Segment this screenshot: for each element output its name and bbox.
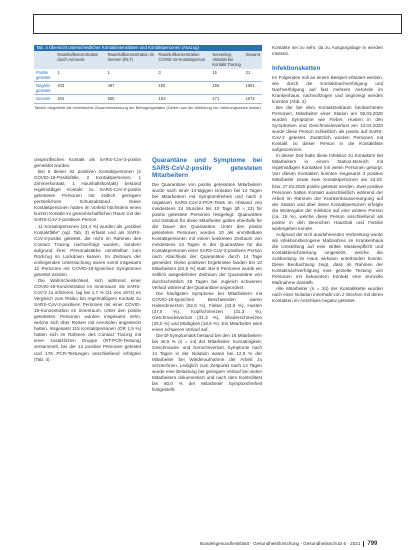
table-header-row xyxy=(34,51,262,69)
journal-citation: Bundesgesundheitsblatt - Gesundheitsforschung - Gesundheitsschutz 6 · 2021 xyxy=(200,541,361,546)
paragraph: 11 Kontaktpersonen (34,4 %) wurden als „positive Kontaktfälle“ (vgl. Tab. 3) erfasst und als SARS-CoV-2-positiv getestet, die nicht im Rahmen des Contact Tracing nachverfolgt wurden, sondern aufgrund ihrer Personalstärke unmittelbar zum Rückzug im Lockdown kamen. Im Zeitraum der vorliegenden Untersuchung waren somit insgesamt 12 Personen mit COVID-19-typischen Symptomen getestet worden. xyxy=(34,223,141,277)
paragraph: Die Wahrscheinlichkeit, sich während einer COVID-19-Konzentration im Innenraum mit SARS-CoV-2 zu infizieren, lag bei 1,7 % (21 von 1672) im Vergleich zum Risiko bei regelmäßigem Kontakt zu SARS-CoV-2-positiven Personen mit einer COVID-19-Konzentration im Innenraum. Unter den positiv getesteten Personen wurden insgesamt zehn, welche sich über Reisen mit Aerosolen angesteckt hatten. Insgesamt 115 Kontaktpersonen (OR 1,9 %) hatten sich im Rahmen des Contact Tracing mit einer zusätzlichen Gruppe (RT-PCR-Testung) versammelt, bei der 12 positive Personen getestet und 176 PCR-Testungen anschließend erfolgten (Tab. 4). xyxy=(34,277,141,362)
table-header-cell: Raumluftkonzentration im Inneren (RLT) xyxy=(106,51,157,69)
table-row xyxy=(34,69,262,82)
paragraph: Bei der bei dem Kontaktzeitraum beobachteten Personen, Mitarbeiter einer Station am 09.03.2020 wurden Symptome wie Fieber, Husten in den Symptomen und Geschmacksverlust am 13.03.2020 wurde diese Person schließlich als positiv auf SARS-CoV-2 getestet. Zusätzlich wurden Personen mit Kontakt zu dieser Person in die Kontaktliste aufgenommen. xyxy=(272,104,383,153)
data-table xyxy=(34,51,262,104)
table-cell: Positiv getestet xyxy=(34,69,55,82)
table-cell: 1672 xyxy=(244,95,262,103)
paragraph: Im Folgenden soll an einem Beispiel erläutert werden, wie durch die Kontaktnachverfolgung und Nachverfolgung auf fast mehrere Aerosole im Krankenhaus, nachvollzogen und angezeigt werden konnten (Abb. 2). xyxy=(272,74,383,104)
table-cell: Negativ getestet xyxy=(34,82,55,95)
page-header-frame xyxy=(33,14,402,34)
column-right xyxy=(272,45,383,304)
table-cell: 500 xyxy=(106,95,157,103)
paragraph: Die häufigsten Symptome bei Mitarbeitern mit COVID-19-typischen Beschwerden waren Halsschmerzen (62,5 %), Fieber (43,8 %), Husten (37,5 %), Kopfschmerzen (31,3 %), Geschmacksverlust (31,3 %), Gliederschmerzen (25,0 %) und Müdigkeit (18,8 %). Ein Mitarbeiter wies einen schweren Verlauf auf. xyxy=(152,290,262,332)
paragraph: Bei 6 dieser 32 positiven Kontaktpersonen (2 COVID-19-Positivfälle, 2 Kontaktpersonen, 1 Zimmerkontakt, 1 Haushaltskontakt) bestand regelmäßiger Kontakt zu SARS-CoV-2-positiv getesteten Personen mit zeitlich geringem persönlichem Schutzabstand. Diese Kontaktpersonen hatten im Vorfeld höchstens einen kurzen Kontakt im gemeinschaftlichen Raum mit der SARS-CoV-2-positiven Person. xyxy=(34,169,141,223)
table-cell: 1 xyxy=(106,69,157,82)
paragraph: Aufgrund der sich ausdehnenden Verbreitung wurde als infektionsbezogene Maßnahme im Krankenhaus die Umstellung auf eine strikte Maskenpflicht und Kontaktbeschränkung umgesetzt, welche die Ausbreitung im Haus wirksam unterbinden konnte. Diese Beobachtung zeigt, dass im Rahmen der Kontaktnachverfolgung eine gezielte Testung von Personen mit bekanntem Kontakt eine sinnvolle Maßnahme darstellt. xyxy=(272,231,383,286)
table-cell: 171 xyxy=(210,95,243,103)
table-header-cell: Raumluftkonzentration COVID-19-Kontaktperson xyxy=(157,51,211,69)
table-4 xyxy=(34,45,262,110)
table-row xyxy=(34,82,262,95)
table-cell: 404 xyxy=(55,95,105,103)
table-cell: 156 xyxy=(210,82,243,95)
section-heading: Infektionsketten xyxy=(272,65,321,73)
table-header-cell xyxy=(34,51,55,69)
column-left xyxy=(34,157,141,363)
paragraph: In dieser Zeit hatte diese Infektion zu Kontakten bei Mitarbeitern in einem Station-Bereich mit regelmäßigen Kontakten mit vielen Personen gesorgt. Von diesen Kontakten konnten insgesamt 3 positive Mitarbeiter sowie zwei Kontaktpersonen am 23.03. bzw. 27.03.2020 positiv getestet werden. Zwei positive Personen hatten Kontakt ausschließlich während der Arbeit im Rahmen der Krankenhausversorgung auf der Station und über diese Kontaktpersonen erfolgte die Weitergabe der Infektion auf eine weitere Person (ca. 15 %), welche diese Person anschließend als positiv in den Bereichen Haushalt und Familie weitergeben konnte. xyxy=(272,153,383,231)
column-middle xyxy=(152,157,262,393)
paragraph: Die Quarantäne von positiv getesteten Mitarbeitern wurde nach einer 14-tägigen Isolation bei 14 Tagen bei Mitarbeitern mit Symptomfreiheit und nach 2 negativen SARS-CoV-2-PCR-Tests im Abstand von mindestens 24 Stunden bis 10 Tage (Ø ≈ 22) für positiv getestete Personen festgelegt. Quarantäne und Isolation für diese Mitarbeiter galten ebenfalls für die Dauer der Quarantäne. Unter den positiv getesteten Personen wurden 10 als unmittelbare Kontaktpersonen mit einem konkreten Zeitraum von mindestens 14 Tagen in der Quarantäne für die Kontaktpersonen einer SARS-CoV-2-positiven Person nach Abschluss der Quarantäne durch 14 Tage gemeldet. Diese positiven Ergebnisse fanden bei 10 Mitarbeitern (62,5 %) statt. Bei 6 Personen wurde ein zeitlich ausgedehnter Zeitraum der Quarantäne von durchschnittlich 28 Tagen bei zugleich schwerem Verlauf während der Quarantäne angeordnet. xyxy=(152,181,262,290)
paragraph: Alle Mitarbeiter (n = 34) der Kontaktkette wurden nach einer Isolation innerhalb von 2 Wochen mit deren Kontakten im Anschluss negativ getestet. xyxy=(272,286,383,304)
section-heading: Quarantäne und Symptome bei SARS-CoV-2-positiv getesteten Mitarbeitern xyxy=(152,157,262,180)
table-cell: 150 xyxy=(157,82,211,95)
paragraph: Kontakte sei zu sehr, da zu Ausgangslage in werden müssen. xyxy=(272,45,383,57)
table-cell: 15 xyxy=(210,69,243,82)
table-footnote: Tabelle dargestellt als vereinfachte Zusammenfassung der Befragungsdaten (Zahlen aus der Abbildung nur näherungsweise lesbar) xyxy=(34,104,261,110)
table-row xyxy=(34,95,262,103)
table-header-cell: Raumluftkonzentration durch Aerosole xyxy=(55,51,105,69)
table-cell: 21 xyxy=(244,69,262,82)
paragraph: Die Ø-Symptomatik bestand bei den 16 Mitarbeitern bei 45,5 % (n = 14) der Mitarbeiter. Kurzatmigkeit, Geschmacks- und Geruchsverlust, Symptome nach 14 Tagen in der Isolation waren bei 12,5 % der Mitarbeiter bei Wiederaufnahme der Arbeit zu verzeichnen. Lediglich zum Zeitpunkt nach 14 Tagen wurde eine Belastung bei geringem Verlauf bei vielen Mitarbeitern dokumentiert und nach dem Kontrolltest bei 60,0 % der Mitarbeiter Symptomfreiheit festgestellt. xyxy=(152,332,262,393)
table-header-cell: Gesamt xyxy=(244,51,262,69)
table-cell: Gesamt xyxy=(34,95,55,103)
page-number: 799 xyxy=(363,541,377,547)
table-cell: 153 xyxy=(157,95,211,103)
page-footer xyxy=(200,541,377,547)
table-cell: 1 xyxy=(55,69,105,82)
table-header-cell: Screening-Aktivität bei Kontakt Tracing xyxy=(210,51,243,69)
table-cell: 403 xyxy=(55,82,105,95)
table-cell: 497 xyxy=(106,82,157,95)
table-cell: 1651 xyxy=(244,82,262,95)
table-caption: Tab. 4 Übersicht unterschiedlicher Kontaktintensitäten und Kontaktpersonen (Auszug) xyxy=(34,45,262,51)
table-cell: 3 xyxy=(157,69,211,82)
paragraph: unspezifischen Kontakt als SARS-CoV-2-positiv gemeldet wurden. xyxy=(34,157,141,169)
